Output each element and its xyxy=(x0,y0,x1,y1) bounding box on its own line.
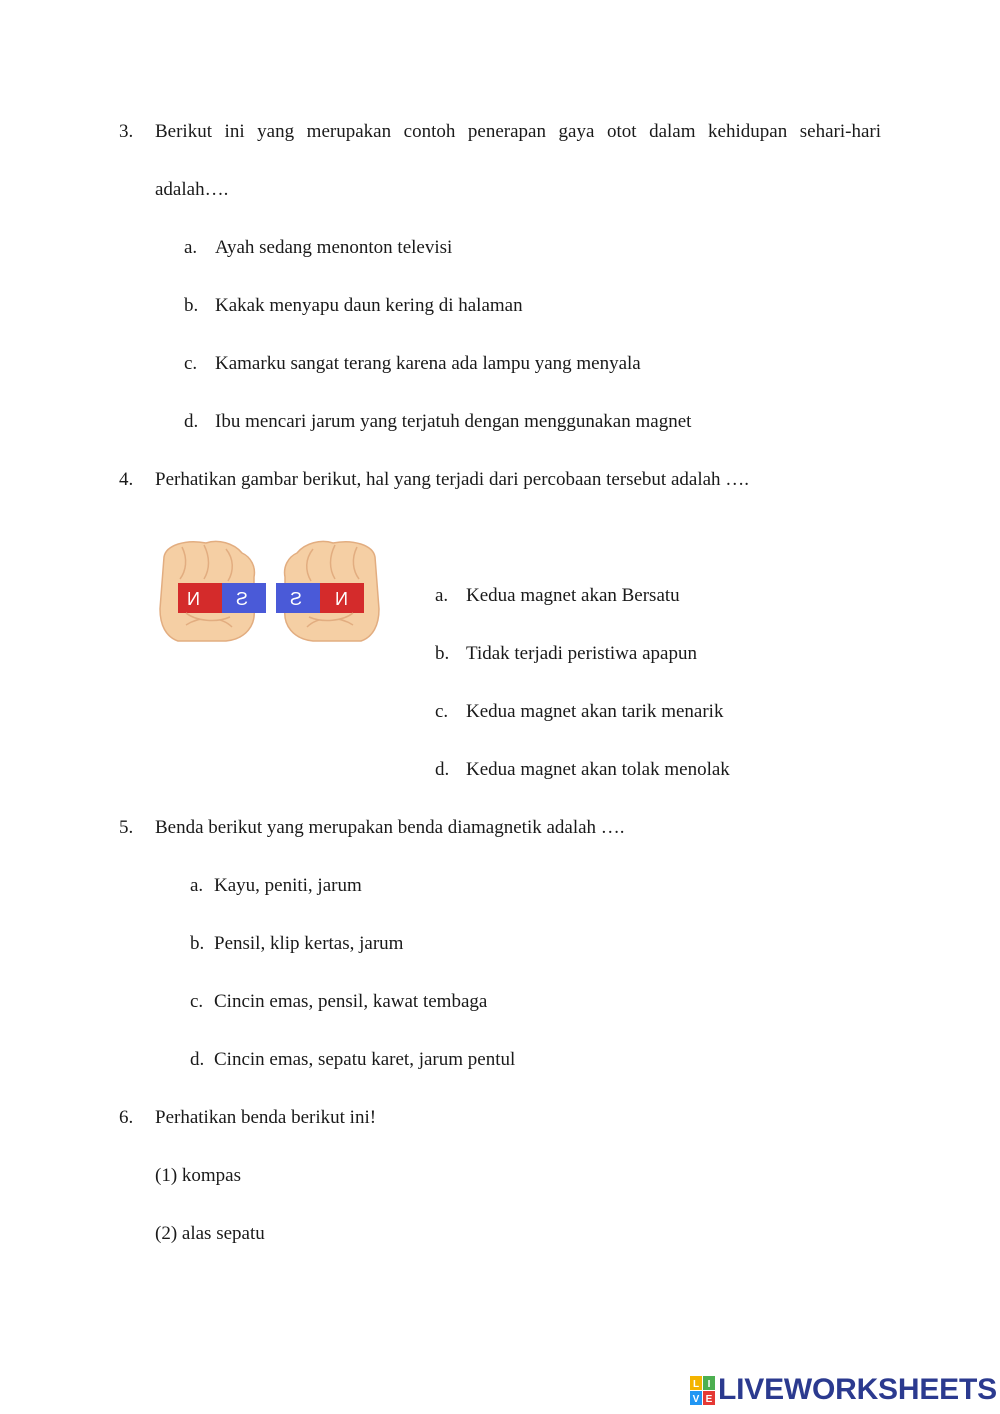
svg-text:E: E xyxy=(705,1394,713,1405)
option-text: Pensil, klip kertas, jarum xyxy=(214,933,404,954)
liveworksheets-logo xyxy=(690,1372,997,1408)
list-item: (1) kompas xyxy=(155,1165,242,1186)
magnets-in-hands-image xyxy=(156,537,383,643)
option-text: Ayah sedang menonton televisi xyxy=(215,237,453,258)
option-letter: d. xyxy=(435,759,450,780)
question-stem: Perhatikan gambar berikut, hal yang terjadi dari percobaan tersebut adalah …. xyxy=(155,469,750,490)
svg-text:I: I xyxy=(707,1379,711,1390)
left-magnet-south-label: S xyxy=(235,589,248,609)
right-magnet-north-label: N xyxy=(335,589,348,609)
option-letter: d. xyxy=(190,1049,205,1070)
question-stem: Benda berikut yang merupakan benda diamagnetik adalah …. xyxy=(155,817,625,838)
option-letter: a. xyxy=(184,237,198,258)
option-text: Tidak terjadi peristiwa apapun xyxy=(466,643,697,664)
brand-name: LIVEWORKSHEETS xyxy=(718,1373,997,1406)
option-text: Cincin emas, sepatu karet, jarum pentul xyxy=(214,1049,516,1070)
option-letter: a. xyxy=(435,585,449,606)
option-letter: b. xyxy=(190,933,205,954)
question-number: 5. xyxy=(119,817,134,838)
option-letter: c. xyxy=(435,701,449,722)
option-text: Ibu mencari jarum yang terjatuh dengan menggunakan magnet xyxy=(215,411,692,432)
question-stem-cont: adalah…. xyxy=(155,179,229,200)
option-text: Kedua magnet akan tarik menarik xyxy=(466,701,724,722)
svg-text:V: V xyxy=(692,1394,700,1405)
question-stem: Berikut ini yang merupakan contoh penerapan gaya otot dalam kehidupan sehari-hari xyxy=(155,121,881,142)
option-letter: c. xyxy=(190,991,204,1012)
option-text: Kedua magnet akan Bersatu xyxy=(466,585,680,606)
option-letter: b. xyxy=(184,295,199,316)
option-text: Kedua magnet akan tolak menolak xyxy=(466,759,730,780)
question-stem: Perhatikan benda berikut ini! xyxy=(155,1107,377,1128)
option-letter: c. xyxy=(184,353,198,374)
option-text: Cincin emas, pensil, kawat tembaga xyxy=(214,991,488,1012)
right-magnet xyxy=(276,583,364,613)
question-number: 6. xyxy=(119,1107,134,1128)
option-text: Kakak menyapu daun kering di halaman xyxy=(215,295,523,316)
option-letter: a. xyxy=(190,875,204,896)
option-text: Kayu, peniti, jarum xyxy=(214,875,362,896)
list-item: (2) alas sepatu xyxy=(155,1223,265,1244)
option-letter: d. xyxy=(184,411,199,432)
option-text: Kamarku sangat terang karena ada lampu yang menyala xyxy=(215,353,641,374)
live-badge-icon xyxy=(690,1376,716,1406)
right-magnet-south-label: S xyxy=(289,589,302,609)
left-magnet xyxy=(178,583,266,613)
question-number: 3. xyxy=(119,121,134,142)
left-magnet-north-label: N xyxy=(187,589,200,609)
option-letter: b. xyxy=(435,643,450,664)
svg-text:L: L xyxy=(692,1379,700,1390)
question-number: 4. xyxy=(119,469,134,490)
